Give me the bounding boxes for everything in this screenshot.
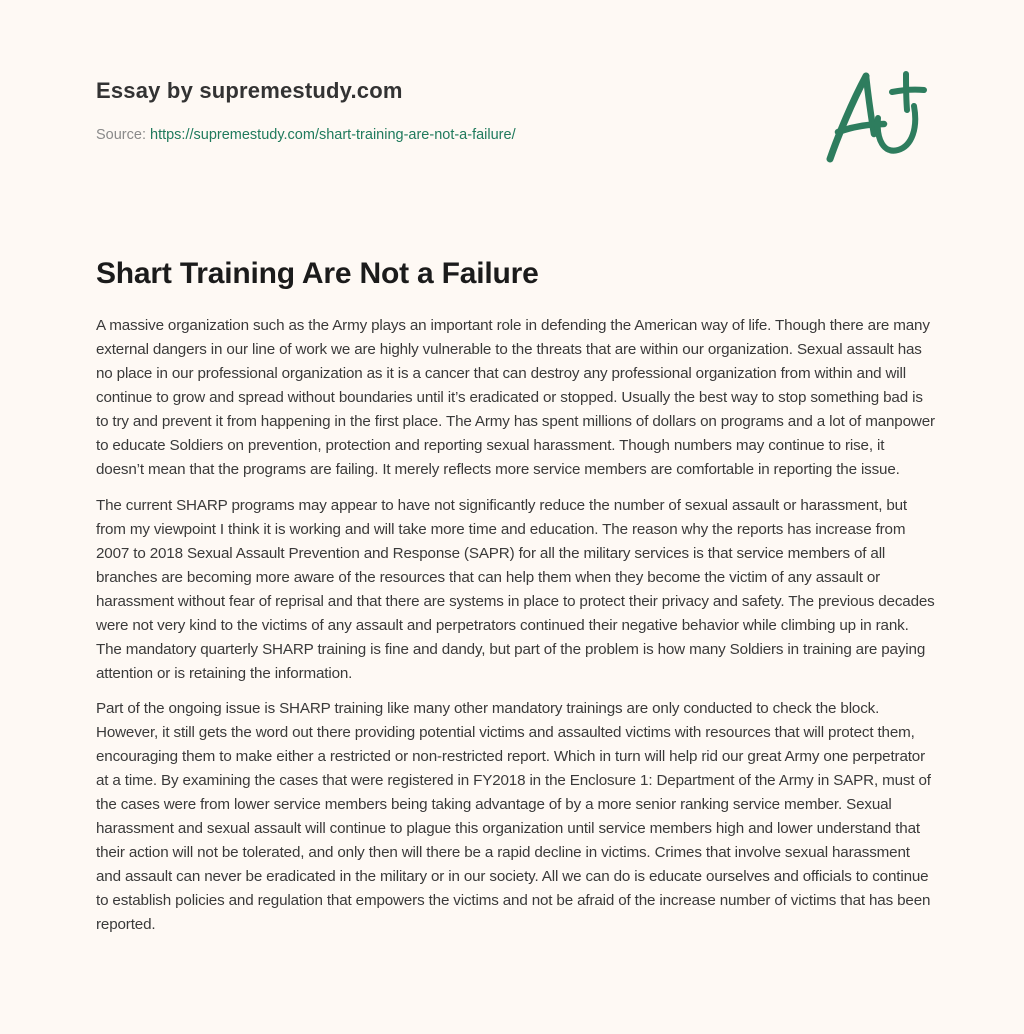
source-label: Source: [96,127,150,143]
a-plus-grade-icon [818,64,930,168]
essay-paragraph: A massive organization such as the Army plays an important role in defending the American way of life. Though there are many external dangers in our line of work we are highly vulnerable to the threats that are within our organization. Sexual assault has no place in our professional organization as it is a cancer that can destroy any professional organization from within and will continue to grow and spread without boundaries until it’s eradicated or stopped. Usually the best way to stop something bad is to try and prevent it from happening in the first place. The Army has spent millions of dollars on programs and a lot of manpower to educate Soldiers on prevention, protection and reporting sexual harassment. Though numbers may continue to rise, it doesn’t mean that the programs are failing. It merely reflects more service members are comfortable in reporting the issue. [96,317,935,478]
site-title: Essay by supremestudy.com [96,78,403,103]
essay-paragraph: The current SHARP programs may appear to have not significantly reduce the number of sexual assault or harassment, but from my viewpoint I think it is working and will take more time and education. The reason why the reports has increase from 2007 to 2018 Sexual Assault Prevention and Response (SAPR) for all the military services is that service members of all branches are becoming more aware of the resources that can help them when they become the victim of any assault or harassment without fear of reprisal and that there are systems in place to protect their privacy and safety. The previous decades were not very kind to the victims of any assault and perpetrators continued their negative behavior while climbing up in rank. The mandatory quarterly SHARP training is fine and dandy, but part of the problem is how many Soldiers in training are paying attention or is retaining the information. [96,496,935,682]
page-header [96,76,796,144]
source-line [96,126,796,144]
source-link[interactable]: https://supremestudy.com/shart-training-are-not-a-failure/ [150,127,516,143]
essay-body [96,314,936,949]
essay-paragraph: Part of the ongoing issue is SHARP training like many other mandatory trainings are only conducted to check the block. However, it still gets the word out there providing potential victims and assaulted victims with resources that will protect them, encouraging them to make either a restricted or non-restricted report. Which in turn will help rid our great Army one perpetrator at a time. By examining the cases that were registered in FY2018 in the Enclosure 1: Department of the Army in SAPR, must of the cases were from lower service members being taking advantage of by a more senior ranking service member. Sexual harassment and sexual assault will continue to plague this organization until service members high and lower understand that their action will not be tolerated, and only then will there be a rapid decline in victims. Crimes that involve sexual harassment and assault can never be eradicated in the military or in our society. All we can do is educate ourselves and officials to continue to establish policies and regulation that empowers the victims and not be afraid of the increase number of victims that has been reported. [96,700,931,933]
essay-title: Shart Training Are Not a Failure [96,257,539,290]
